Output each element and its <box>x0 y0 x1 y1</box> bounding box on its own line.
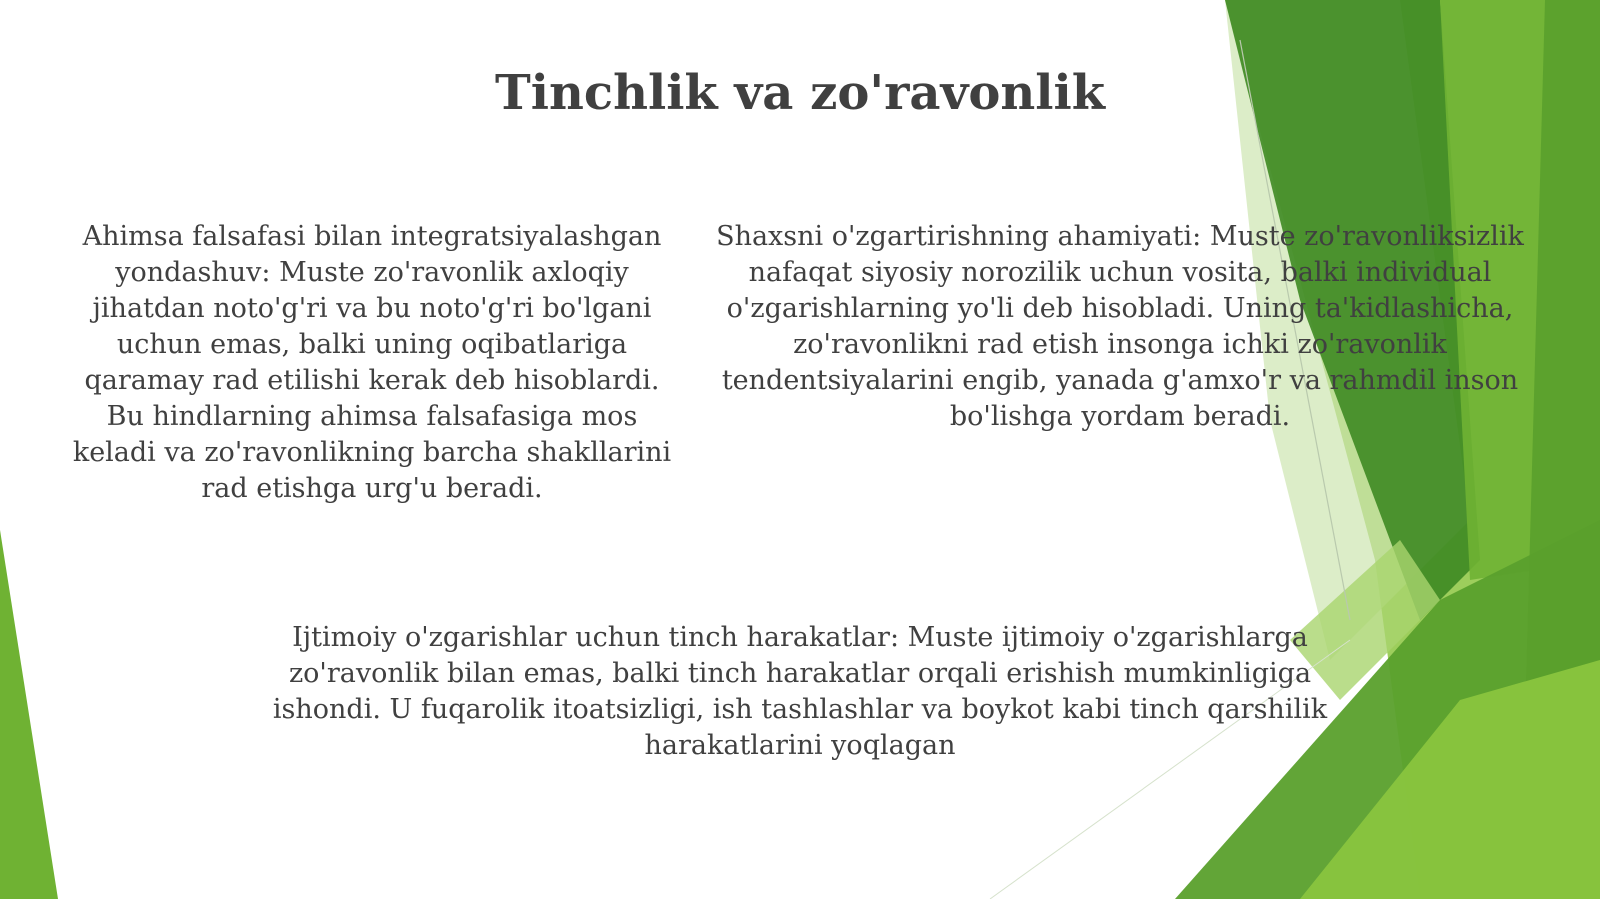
text-block-ahimsa: Ahimsa falsafasi bilan integratsiyalashgan yondashuv: Muste zo'ravonlik axloqiy jihatdan noto'g'ri va bu noto'g'ri bo'lgani uchun emas, balki uning oqibatlariga qaramay rad etilishi kerak deb hisoblardi. Bu hindlarning ahimsa falsafasiga mos keladi va zo'ravonlikning barcha shakllarini rad etishga urg'u beradi. <box>72 221 672 504</box>
decor-facet-left <box>0 530 58 899</box>
text-block-peaceful-action: Ijtimoiy o'zgarishlar uchun tinch harakatlar: Muste ijtimoiy o'zgarishlarga zo'ravonlik bilan emas, balki tinch harakatlar orqali erishish mumkinligiga ishondi. U fuqarolik itoatsizligi, ish tashlashlar va boykot kabi tinch qarshilik harakatlarini yoqlagan <box>272 622 1328 761</box>
slide-title: Tinchlik va zo'ravonlik <box>494 65 1105 121</box>
text-block-personal-change: Shaxsni o'zgartirishning ahamiyati: Muste zo'ravonliksizlik nafaqat siyosiy norozilik uchun vosita, balki individual o'zgarishlarning yo'li deb hisobladi. Uning ta'kidlashicha, zo'ravonlikni rad etish insonga ichki zo'ravonlik tendentsiyalarini engib, yanada g'amxo'r va rahmdil inson bo'lishga yordam beradi. <box>716 221 1524 432</box>
